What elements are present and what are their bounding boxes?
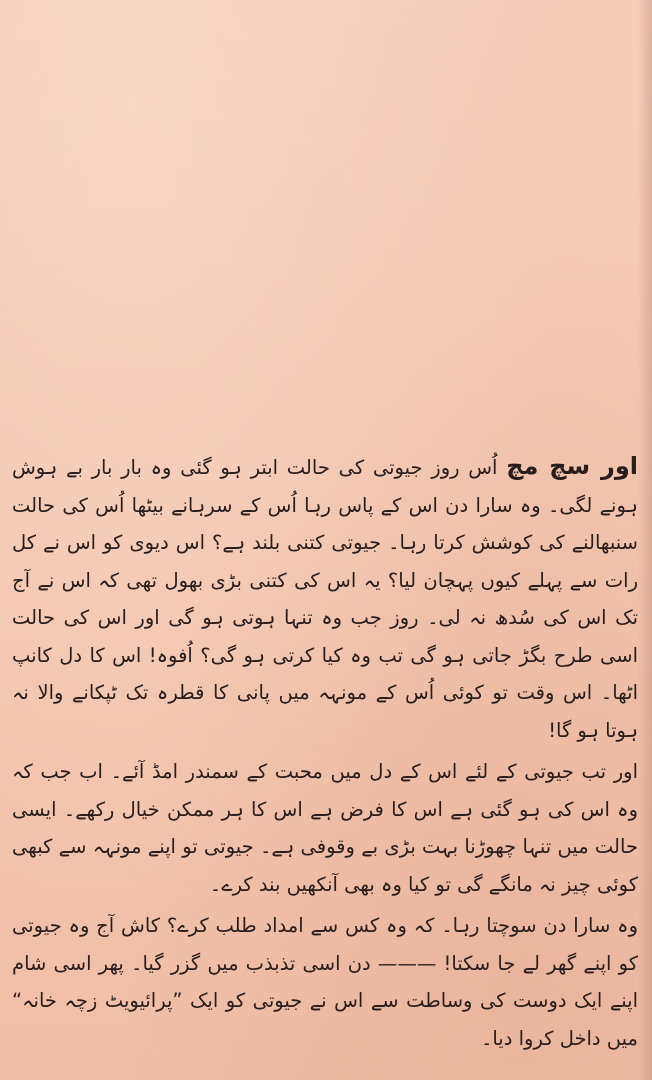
paragraph-lead-words: اور سچ مچ — [506, 452, 638, 480]
body-text — [12, 448, 638, 1057]
paragraph-text: اُس روز جیوتی کی حالت ابتر ہو گئی وہ بار بار بے ہوش ہونے لگی۔ وہ سارا دن اس کے پاس رہا اُس کے سرہانے بیٹھا اُس کی حالت سنبھالنے کی کوشش کرتا رہا۔ جیوتی کتنی بلند ہے؟ اس دیوی کو اس نے کل رات سے پہلے کیوں پہچان لیا؟ یہ اس کی کتنی بڑی بھول تھی کہ اس نے آج تک اس کی سُدھ نہ لی۔ روز جب وہ تنہا ہوتی ہو گی اور اس کی حالت اسی طرح بگڑ جاتی ہو گی تب وہ کیا کرتی ہو گی؟ اُفوہ! اس کا دل کانپ اٹھا۔ اس وقت تو کوئی اُس کے مونہہ میں پانی کا قطرہ تک ٹپکانے والا نہ ہوتا ہو گا! — [12, 456, 638, 742]
paragraph-1 — [12, 448, 638, 749]
paragraph-text: اور تب جیوتی کے لئے اس کے دل میں محبت کے سمندر امڈ آئے۔ اب جب کہ وہ اس کی ہو گئی ہے اس کا فرض ہے اس کا ہر ممکن خیال رکھے۔ ایسی حالت میں تنہا چھوڑنا بہت بڑی بے وقوفی ہے۔ جیوتی تو اپنے مونہہ سے کبھی کوئی چیز نہ مانگے گی تو کیا وہ بھی آنکھیں بند کرے۔ — [12, 760, 638, 896]
paragraph-3 — [12, 907, 638, 1057]
page-edge-shadow — [638, 0, 652, 1080]
paragraph-2 — [12, 753, 638, 903]
paragraph-text: وہ سارا دن سوچتا رہا۔ کہ وہ کس سے امداد طلب کرے؟ کاش آج وہ جیوتی کو اپنے گھر لے جا سکتا! ——— دن اسی تذبذب میں گزر گیا۔ پھر اسی شام اپنے ایک دوست کی وساطت سے اس نے جیوتی کو ایک ”پرائیویٹ زچہ خانہ“ میں داخل کروا دیا۔ — [12, 914, 638, 1050]
